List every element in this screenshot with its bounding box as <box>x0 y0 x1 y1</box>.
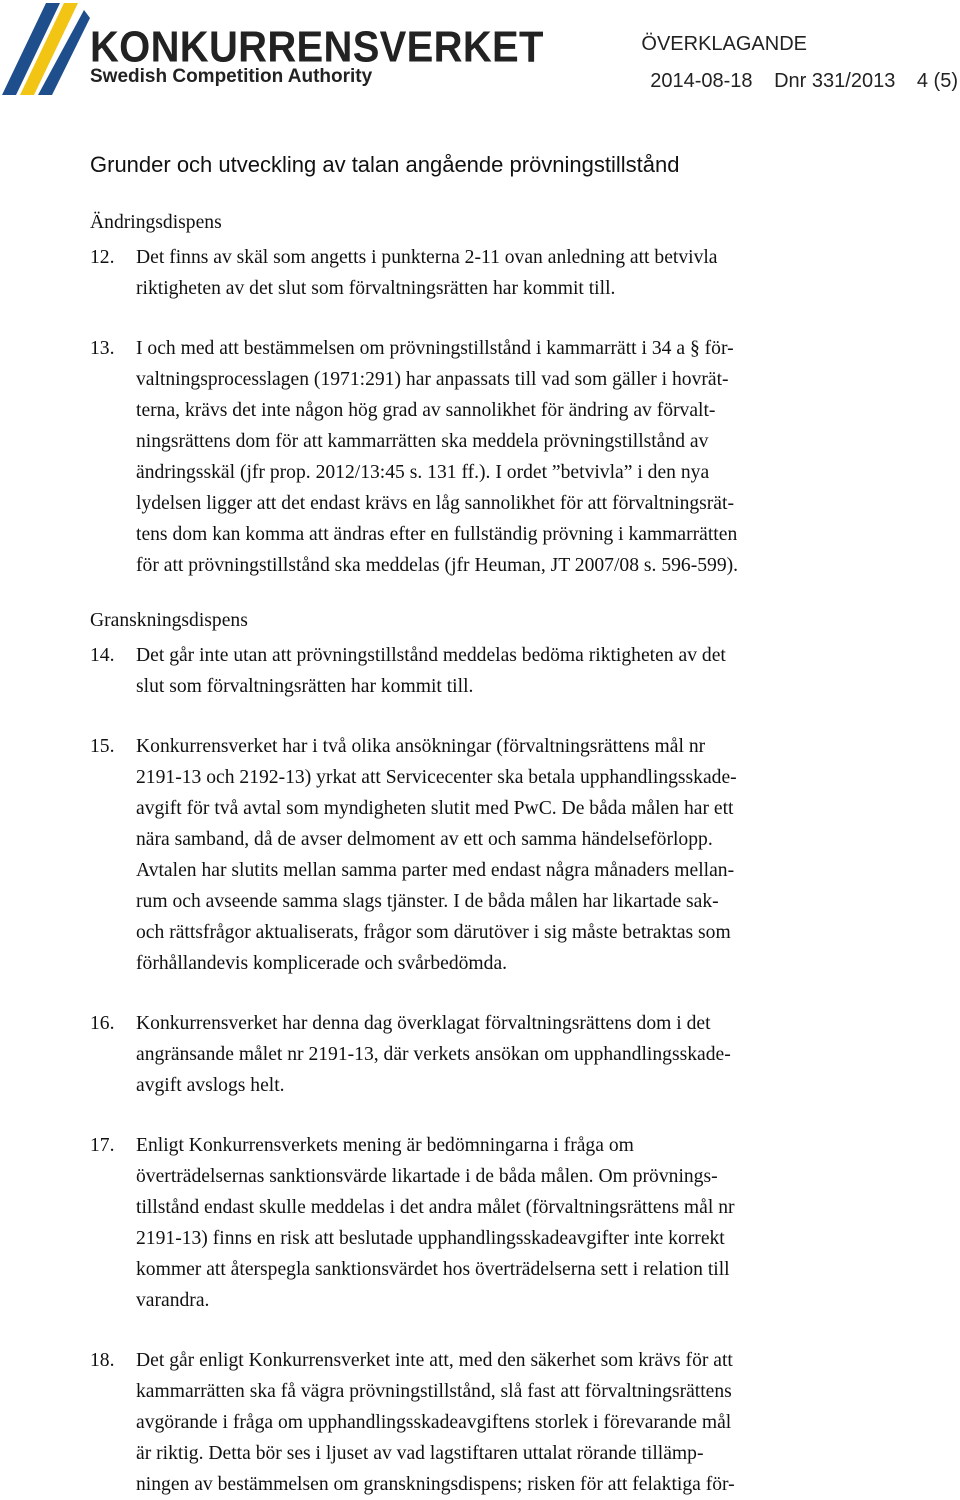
paragraph-number: 15. <box>90 736 115 757</box>
org-subtitle: Swedish Competition Authority <box>90 66 373 87</box>
paragraph-line: tens dom kan komma att ändras efter en fullständig prövning i kammarrätten <box>136 524 738 545</box>
paragraph-line: för att prövningstillstånd ska meddelas (jfr Heuman, JT 2007/08 s. 596-599). <box>136 555 739 576</box>
paragraph-number: 14. <box>90 645 115 666</box>
paragraph-line: ändringsskäl (jfr prop. 2012/13:45 s. 131 ff.). I ordet ”betvivla” i den nya <box>136 462 710 483</box>
paragraph-line: kammarrätten ska få vägra prövningstillstånd, slå fast att förvaltningsrättens <box>136 1381 732 1402</box>
paragraph-line: avgift avslogs helt. <box>136 1075 285 1096</box>
case-number: Dnr 331/2013 <box>774 70 896 92</box>
paragraph-line: 2191-13) finns en risk att beslutade upphandlingsskadeavgifter inte korrekt <box>136 1228 725 1249</box>
org-name: KONKURRENSVERKET <box>90 23 544 72</box>
paragraph-line: Det går enligt Konkurrensverket inte att, med den säkerhet som krävs för att <box>136 1350 733 1371</box>
paragraph-line: Enligt Konkurrensverkets mening är bedömningarna i fråga om <box>136 1135 634 1156</box>
paragraph-line: valtningsprocesslagen (1971:291) har anpassats till vad som gäller i hovrät- <box>136 369 729 390</box>
paragraph-line: terna, krävs det inte någon hög grad av sannolikhet för ändring av förvalt- <box>136 400 716 421</box>
paragraph-18 <box>90 1345 930 1500</box>
document-meta <box>650 70 958 93</box>
paragraph-line: Det finns av skäl som angetts i punkterna 2-11 ovan anledning att betvivla <box>136 247 718 268</box>
paragraph-line: ningen av bestämmelsen om granskningsdispens; risken för att felaktiga för- <box>136 1474 735 1495</box>
paragraph-line: angränsande målet nr 2191-13, där verkets ansökan om upphandlingsskade- <box>136 1044 731 1065</box>
paragraph-number: 16. <box>90 1013 115 1034</box>
section-heading-andringsdispens: Ändringsdispens <box>90 212 222 233</box>
paragraph-line: slut som förvaltningsrätten har kommit till. <box>136 676 474 697</box>
paragraph-line: förhållandevis komplicerade och svårbedömda. <box>136 953 508 974</box>
section-heading-granskningsdispens: Granskningsdispens <box>90 610 248 631</box>
page-title: Grunder och utveckling av talan angående prövningstillstånd <box>90 152 680 177</box>
paragraph-line: I och med att bestämmelsen om prövningstillstånd i kammarrätt i 34 a § för- <box>136 338 734 359</box>
paragraph-line: nära samband, då de avser delmoment av ett och samma händelseförlopp. <box>136 829 713 850</box>
paragraph-line: 2191-13 och 2192-13) yrkat att Servicecenter ska betala upphandlingsskade- <box>136 767 737 788</box>
document-type: ÖVERKLAGANDE <box>641 33 807 55</box>
page-number: 4 (5) <box>916 70 958 92</box>
paragraph-line: varandra. <box>136 1290 210 1311</box>
paragraph-17 <box>90 1130 930 1316</box>
paragraph-line: överträdelsernas sanktionsvärde likartade i de båda målen. Om prövnings- <box>136 1166 718 1187</box>
paragraph-14 <box>90 640 930 702</box>
paragraph-line: riktigheten av det slut som förvaltningsrätten har kommit till. <box>136 278 616 299</box>
paragraph-number: 18. <box>90 1350 115 1371</box>
paragraph-15 <box>90 731 930 979</box>
paragraph-line: Konkurrensverket har denna dag överklagat förvaltningsrättens dom i det <box>136 1013 711 1034</box>
paragraph-line: Det går inte utan att prövningstillstånd meddelas bedöma riktigheten av det <box>136 645 726 666</box>
paragraph-line: Avtalen har slutits mellan samma parter med endast några månaders mellan- <box>136 860 735 881</box>
document-date: 2014-08-18 <box>650 70 753 92</box>
paragraph-number: 13. <box>90 338 115 359</box>
paragraph-number: 12. <box>90 247 115 268</box>
logo-stripes-icon <box>0 0 90 100</box>
paragraph-13 <box>90 333 930 581</box>
paragraph-line: avgörande i fråga om upphandlingsskadeavgiftens storlek i förevarande mål <box>136 1412 732 1433</box>
paragraph-12 <box>90 242 930 304</box>
paragraph-line: är riktig. Detta bör ses i ljuset av vad lagstiftaren uttalat rörande tillämp- <box>136 1443 704 1464</box>
paragraph-number: 17. <box>90 1135 115 1156</box>
paragraph-line: rum och avseende samma slags tjänster. I de båda målen har likartade sak- <box>136 891 719 912</box>
paragraph-line: avgift för två avtal som myndigheten slutit med PwC. De båda målen har ett <box>136 798 734 819</box>
paragraph-16 <box>90 1008 930 1101</box>
paragraph-line: och rättsfrågor aktualiserats, frågor som därutöver i sig måste betraktas som <box>136 922 731 943</box>
paragraph-line: tillstånd endast skulle meddelas i det andra målet (förvaltningsrättens mål nr <box>136 1197 735 1218</box>
paragraph-line: ningsrättens dom för att kammarrätten ska meddela prövningstillstånd av <box>136 431 709 452</box>
paragraph-line: lydelsen ligger att det endast krävs en låg sannolikhet för att förvaltningsrät- <box>136 493 734 514</box>
paragraph-line: Konkurrensverket har i två olika ansökningar (förvaltningsrättens mål nr <box>136 736 706 757</box>
paragraph-line: kommer att återspegla sanktionsvärdet hos överträdelserna sett i relation till <box>136 1259 730 1280</box>
